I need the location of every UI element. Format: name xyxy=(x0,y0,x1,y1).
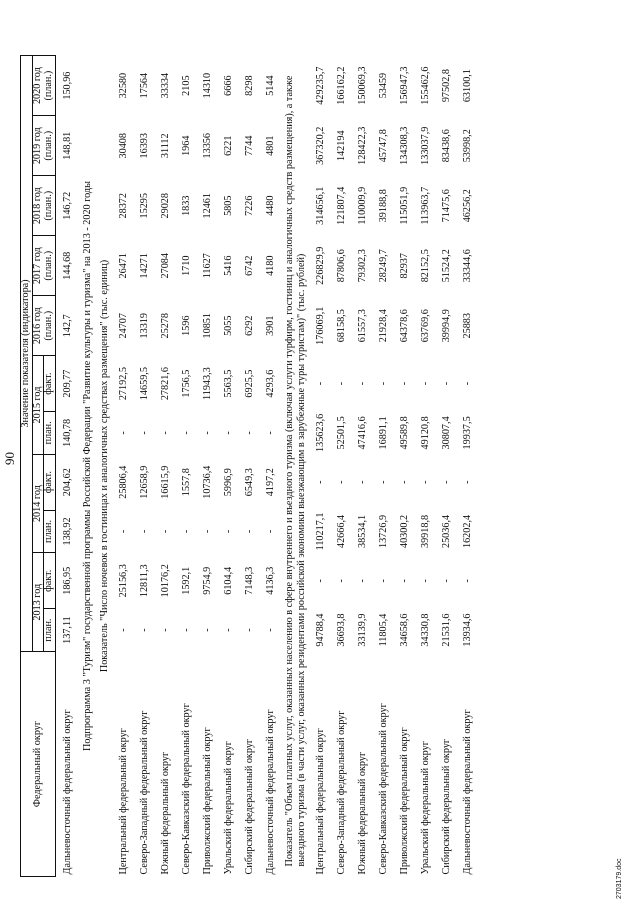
value-cell: 14271 xyxy=(138,253,150,279)
district-name: Северо-Западный федеральный округ xyxy=(138,710,150,875)
value-cell: 13319 xyxy=(138,313,150,339)
value-cell: - xyxy=(357,480,369,484)
value-cell: 8298 xyxy=(243,75,255,96)
value-cell: 28372 xyxy=(117,193,129,219)
value-cell: 5563,5 xyxy=(222,369,234,398)
value-cell: - xyxy=(399,579,411,583)
value-cell: 226829,9 xyxy=(315,246,327,285)
subprogram-heading-row xyxy=(80,56,97,877)
value-cell: 110217,1 xyxy=(315,512,327,551)
value-cell: 6221 xyxy=(222,135,234,156)
table-row xyxy=(198,56,219,877)
value-cell: 4801 xyxy=(264,135,276,156)
value-cell: 36693,8 xyxy=(336,613,348,647)
value-cell: 53459 xyxy=(378,72,390,99)
value-cell: 12811,3 xyxy=(138,564,150,598)
value-cell: 5416 xyxy=(222,255,234,276)
value-cell: 7744 xyxy=(243,135,255,156)
value-cell: 4293,6 xyxy=(264,369,276,398)
value-cell: 6292 xyxy=(243,315,255,336)
indicator-heading-row xyxy=(282,56,312,877)
value-cell: - xyxy=(222,529,234,534)
value-cell: - xyxy=(222,431,234,435)
indicators-table xyxy=(20,55,479,877)
value-cell: 155462,6 xyxy=(420,66,432,105)
value-cell: 204,62 xyxy=(61,468,73,497)
value-cell: 144,68 xyxy=(61,251,73,280)
value-cell: 166162,2 xyxy=(336,66,348,105)
value-cell: 33334 xyxy=(159,72,171,99)
value-cell: - xyxy=(180,529,192,534)
value-cell: - xyxy=(243,628,255,632)
value-cell: 128422,3 xyxy=(357,126,369,165)
district-name: Северо-Западный федеральный округ xyxy=(336,710,348,875)
value-cell: 5996,9 xyxy=(222,468,234,497)
value-cell: - xyxy=(201,431,213,435)
value-cell: 6925,5 xyxy=(243,369,255,398)
header-fact: факт. xyxy=(44,553,56,609)
value-cell: 25278 xyxy=(159,313,171,339)
value-cell: - xyxy=(399,381,411,386)
value-cell: 49120,8 xyxy=(420,416,432,450)
value-cell: 113963,7 xyxy=(420,186,432,225)
district-name: Дальневосточный федеральный округ xyxy=(264,709,276,875)
value-cell: 1710 xyxy=(180,255,192,276)
header-fact: факт. xyxy=(44,356,56,412)
value-cell: - xyxy=(117,431,129,435)
value-cell: - xyxy=(315,579,327,583)
value-cell: 42666,4 xyxy=(336,514,348,549)
value-cell: - xyxy=(462,579,474,583)
value-cell: 16891,1 xyxy=(378,416,390,450)
value-cell: - xyxy=(441,381,453,386)
value-cell: 3901 xyxy=(264,315,276,336)
value-cell: - xyxy=(420,480,432,484)
indicator2-heading-body xyxy=(282,56,312,877)
value-cell: - xyxy=(159,628,171,632)
value-cell: - xyxy=(420,579,432,583)
value-cell: 33344,6 xyxy=(462,249,474,283)
header-year-2017: 2017 год (план.) xyxy=(32,236,55,296)
value-cell: - xyxy=(336,480,348,484)
value-cell: 9754,9 xyxy=(201,566,213,595)
district-name: Уральский федеральный округ xyxy=(420,741,432,875)
table-row xyxy=(416,56,437,877)
section2-body xyxy=(311,56,479,877)
value-cell: 17564 xyxy=(138,72,150,99)
table-row xyxy=(114,56,135,877)
value-cell: 12658,9 xyxy=(138,465,150,499)
value-cell: - xyxy=(399,480,411,484)
value-cell: - xyxy=(201,628,213,632)
value-cell: 150,96 xyxy=(61,71,73,100)
value-cell: - xyxy=(462,480,474,484)
header-year-2016: 2016 год (план.) xyxy=(32,296,55,356)
value-cell: - xyxy=(180,431,192,435)
value-cell: 82152,5 xyxy=(420,249,432,283)
table-row xyxy=(56,56,81,877)
page-number: 90 xyxy=(2,452,17,465)
value-cell: 13726,9 xyxy=(378,514,390,549)
value-cell: 33139,9 xyxy=(357,613,369,647)
value-cell: - xyxy=(441,480,453,484)
header-year-2013: 2013 год xyxy=(32,553,44,652)
value-cell: - xyxy=(159,529,171,534)
value-cell: 30408 xyxy=(117,133,129,159)
value-cell: - xyxy=(117,628,129,632)
header-year-2014: 2014 год xyxy=(32,454,44,553)
value-cell: 4480 xyxy=(264,195,276,216)
value-cell: 13356 xyxy=(201,133,213,159)
value-cell: - xyxy=(378,381,390,386)
header-plan: план. xyxy=(44,609,56,652)
value-cell: 5055 xyxy=(222,315,234,336)
district-name: Дальневосточный федеральный округ xyxy=(61,709,73,875)
table-row xyxy=(311,56,332,877)
value-cell: 1596 xyxy=(180,315,192,336)
value-cell: - xyxy=(138,628,150,632)
value-cell: 6549,3 xyxy=(243,468,255,497)
value-cell: 79302,3 xyxy=(357,249,369,283)
value-cell: 134308,3 xyxy=(399,126,411,165)
table-row xyxy=(240,56,261,877)
value-cell: - xyxy=(222,628,234,632)
value-cell: 21928,4 xyxy=(378,309,390,343)
value-cell: - xyxy=(138,529,150,534)
value-cell: 10736,4 xyxy=(201,465,213,499)
table-row xyxy=(135,56,156,877)
value-cell: 39994,9 xyxy=(441,309,453,343)
value-cell: 12461 xyxy=(201,193,213,219)
value-cell: 53998,2 xyxy=(462,129,474,163)
value-cell: 27084 xyxy=(159,253,171,279)
value-cell: 51524,2 xyxy=(441,249,453,283)
value-cell: - xyxy=(357,579,369,583)
header-plan: план. xyxy=(44,510,56,553)
district-name: Южный федеральный округ xyxy=(159,751,171,875)
value-cell: - xyxy=(264,431,276,435)
table-row xyxy=(261,56,282,877)
value-cell: - xyxy=(315,381,327,386)
value-cell: - xyxy=(441,579,453,583)
value-cell: - xyxy=(243,529,255,534)
table-header xyxy=(21,56,56,877)
value-cell: 31112 xyxy=(159,133,171,159)
value-cell: 142194 xyxy=(336,130,348,162)
header-indicator-value: Значение показателя (индикатора) xyxy=(21,56,33,652)
value-cell: 13934,6 xyxy=(462,613,474,647)
value-cell: 45747,8 xyxy=(378,129,390,163)
value-cell: 38534,1 xyxy=(357,514,369,549)
value-cell: 5144 xyxy=(264,75,276,96)
value-cell: - xyxy=(264,628,276,632)
value-cell: 25806,4 xyxy=(117,465,129,499)
value-cell: 2105 xyxy=(180,75,192,96)
value-cell: 4180 xyxy=(264,255,276,276)
table-row xyxy=(219,56,240,877)
value-cell: 82937 xyxy=(399,253,411,279)
value-cell: 46256,2 xyxy=(462,189,474,223)
value-cell: 11627 xyxy=(201,253,213,279)
value-cell: 138,92 xyxy=(61,517,73,546)
value-cell: 429235,7 xyxy=(315,66,327,105)
value-cell: - xyxy=(243,431,255,435)
header-year-2018: 2018 год (план.) xyxy=(32,176,55,236)
header-fact: факт. xyxy=(44,454,56,510)
value-cell: 83438,6 xyxy=(441,129,453,163)
value-cell: 14659,5 xyxy=(138,367,150,401)
indicator1-title: Показатель "Число ночевок в гостиницах и аналогичных средствах размещения" (тыс. единиц) xyxy=(98,259,110,673)
value-cell: 16615,9 xyxy=(159,465,171,499)
value-cell: 47416,6 xyxy=(357,416,369,450)
value-cell: 97502,8 xyxy=(441,69,453,103)
value-cell: 63769,6 xyxy=(420,309,432,343)
value-cell: 34330,8 xyxy=(420,613,432,647)
value-cell: 27192,5 xyxy=(117,367,129,401)
value-cell: 150069,3 xyxy=(357,66,369,105)
value-cell: 63100,1 xyxy=(462,69,474,103)
value-cell: 34658,6 xyxy=(399,613,411,647)
district-name: Приволжский федеральный округ xyxy=(201,727,213,875)
value-cell: 68158,5 xyxy=(336,309,348,343)
footer-doc-id: 2703179.doc xyxy=(616,858,623,899)
value-cell: - xyxy=(357,381,369,386)
value-cell: 61557,3 xyxy=(357,309,369,343)
value-cell: 4197,2 xyxy=(264,468,276,497)
value-cell: 6666 xyxy=(222,75,234,96)
table-row xyxy=(156,56,177,877)
value-cell: 10851 xyxy=(201,313,213,339)
value-cell: - xyxy=(315,480,327,484)
indicator-heading-row xyxy=(97,56,114,877)
district-name: Центральный федеральный округ xyxy=(117,728,129,875)
header-district: Федеральный округ xyxy=(21,651,56,876)
header-plan: план. xyxy=(44,411,56,454)
table-row xyxy=(374,56,395,877)
subprogram-title: Подпрограмма 3 "Туризм" государственной программы Российской Федерации "Развитие культуры и туризма" на 2013 - 2020 годы xyxy=(82,181,94,751)
value-cell: 110009,9 xyxy=(357,186,369,225)
value-cell: 314656,1 xyxy=(315,186,327,225)
value-cell: 4136,3 xyxy=(264,566,276,595)
value-cell: 11943,3 xyxy=(201,367,213,400)
value-cell: 115051,9 xyxy=(399,186,411,225)
table-row xyxy=(332,56,353,877)
value-cell: 64378,6 xyxy=(399,309,411,343)
value-cell: 133037,9 xyxy=(420,126,432,165)
header-year-2015: 2015 год xyxy=(32,356,44,455)
value-cell: 7148,3 xyxy=(243,566,255,595)
district-name: Южный федеральный округ xyxy=(357,751,369,875)
value-cell: - xyxy=(159,431,171,435)
value-cell: 25883 xyxy=(462,313,474,339)
value-cell: 1964 xyxy=(180,135,192,156)
value-cell: 39918,8 xyxy=(420,514,432,549)
value-cell: 52501,5 xyxy=(336,416,348,450)
value-cell: 27821,6 xyxy=(159,367,171,401)
value-cell: 1592,1 xyxy=(180,566,192,595)
value-cell: 186,95 xyxy=(61,566,73,595)
value-cell: 135623,6 xyxy=(315,413,327,452)
value-cell: 5805 xyxy=(222,195,234,216)
value-cell: - xyxy=(138,431,150,435)
value-cell: 29028 xyxy=(159,193,171,219)
value-cell: 94788,4 xyxy=(315,613,327,647)
table-row xyxy=(395,56,416,877)
value-cell: 25156,3 xyxy=(117,564,129,598)
value-cell: 30807,4 xyxy=(441,416,453,450)
value-cell: 39188,8 xyxy=(378,189,390,223)
value-cell: - xyxy=(180,628,192,632)
district-name: Уральский федеральный округ xyxy=(222,741,234,875)
value-cell: 1833 xyxy=(180,195,192,216)
section1-body xyxy=(114,56,282,877)
district-name: Северо-Кавказский федеральный округ xyxy=(378,703,390,875)
value-cell: - xyxy=(117,529,129,534)
header-year-2019: 2019 год (план.) xyxy=(32,116,55,176)
value-cell: 140,78 xyxy=(61,418,73,447)
value-cell: 28249,7 xyxy=(378,249,390,283)
value-cell: 6742 xyxy=(243,255,255,276)
value-cell: 87806,6 xyxy=(336,249,348,283)
value-cell: 24707 xyxy=(117,313,129,339)
district-name: Сибирский федеральный округ xyxy=(243,738,255,875)
table-row xyxy=(353,56,374,877)
value-cell: 49589,8 xyxy=(399,416,411,450)
value-cell: 26471 xyxy=(117,253,129,279)
value-cell: 137,11 xyxy=(61,616,73,644)
value-cell: - xyxy=(462,381,474,386)
district-name: Приволжский федеральный округ xyxy=(399,727,411,875)
value-cell: 367320,2 xyxy=(315,126,327,165)
value-cell: - xyxy=(336,579,348,583)
value-cell: 71475,6 xyxy=(441,189,453,223)
district-name: Центральный федеральный округ xyxy=(315,728,327,875)
table-row xyxy=(177,56,198,877)
value-cell: 209,77 xyxy=(61,369,73,398)
value-cell: 1756,5 xyxy=(180,369,192,398)
value-cell: 121807,4 xyxy=(336,186,348,225)
value-cell: 32580 xyxy=(117,72,129,99)
value-cell: 25036,4 xyxy=(441,514,453,549)
value-cell: 10176,2 xyxy=(159,564,171,598)
district-name: Дальневосточный федеральный округ xyxy=(462,709,474,875)
value-cell: 146,72 xyxy=(61,191,73,220)
value-cell: 156947,3 xyxy=(399,66,411,105)
value-cell: 1557,8 xyxy=(180,468,192,497)
table-row xyxy=(458,56,479,877)
value-cell: 148,81 xyxy=(61,131,73,160)
value-cell: 16393 xyxy=(138,133,150,159)
value-cell: 176069,1 xyxy=(315,306,327,345)
value-cell: - xyxy=(420,381,432,386)
header-year-2020: 2020 год (план.) xyxy=(32,56,55,116)
value-cell: 15295 xyxy=(138,193,150,219)
value-cell: 7226 xyxy=(243,195,255,216)
value-cell: - xyxy=(201,529,213,534)
far-east-row-body xyxy=(56,56,114,877)
value-cell: 19937,5 xyxy=(462,416,474,450)
value-cell: - xyxy=(378,579,390,583)
value-cell: 21531,6 xyxy=(441,613,453,647)
value-cell: - xyxy=(264,529,276,534)
table-row xyxy=(437,56,458,877)
indicator2-title: Показатель "Объем платных услуг, оказанных населению в сфере внутреннего и въездного туризма (включая услуги турфирм, гостиниц и аналогичных средств размещения), а также выездного туризма (в части услуг, оказанных резидентами российской экономики выезжающим в зарубежные туры туристам)" (тыс. рублей) xyxy=(283,75,308,867)
value-cell: 14310 xyxy=(201,72,213,99)
value-cell: - xyxy=(336,381,348,386)
value-cell: - xyxy=(378,480,390,484)
value-cell: 16202,4 xyxy=(462,514,474,549)
value-cell: 40300,2 xyxy=(399,514,411,549)
value-cell: 11805,4 xyxy=(378,613,390,647)
value-cell: 142,7 xyxy=(61,314,73,338)
district-name: Сибирский федеральный округ xyxy=(441,738,453,875)
value-cell: 6104,4 xyxy=(222,566,234,595)
district-name: Северо-Кавказский федеральный округ xyxy=(180,703,192,875)
